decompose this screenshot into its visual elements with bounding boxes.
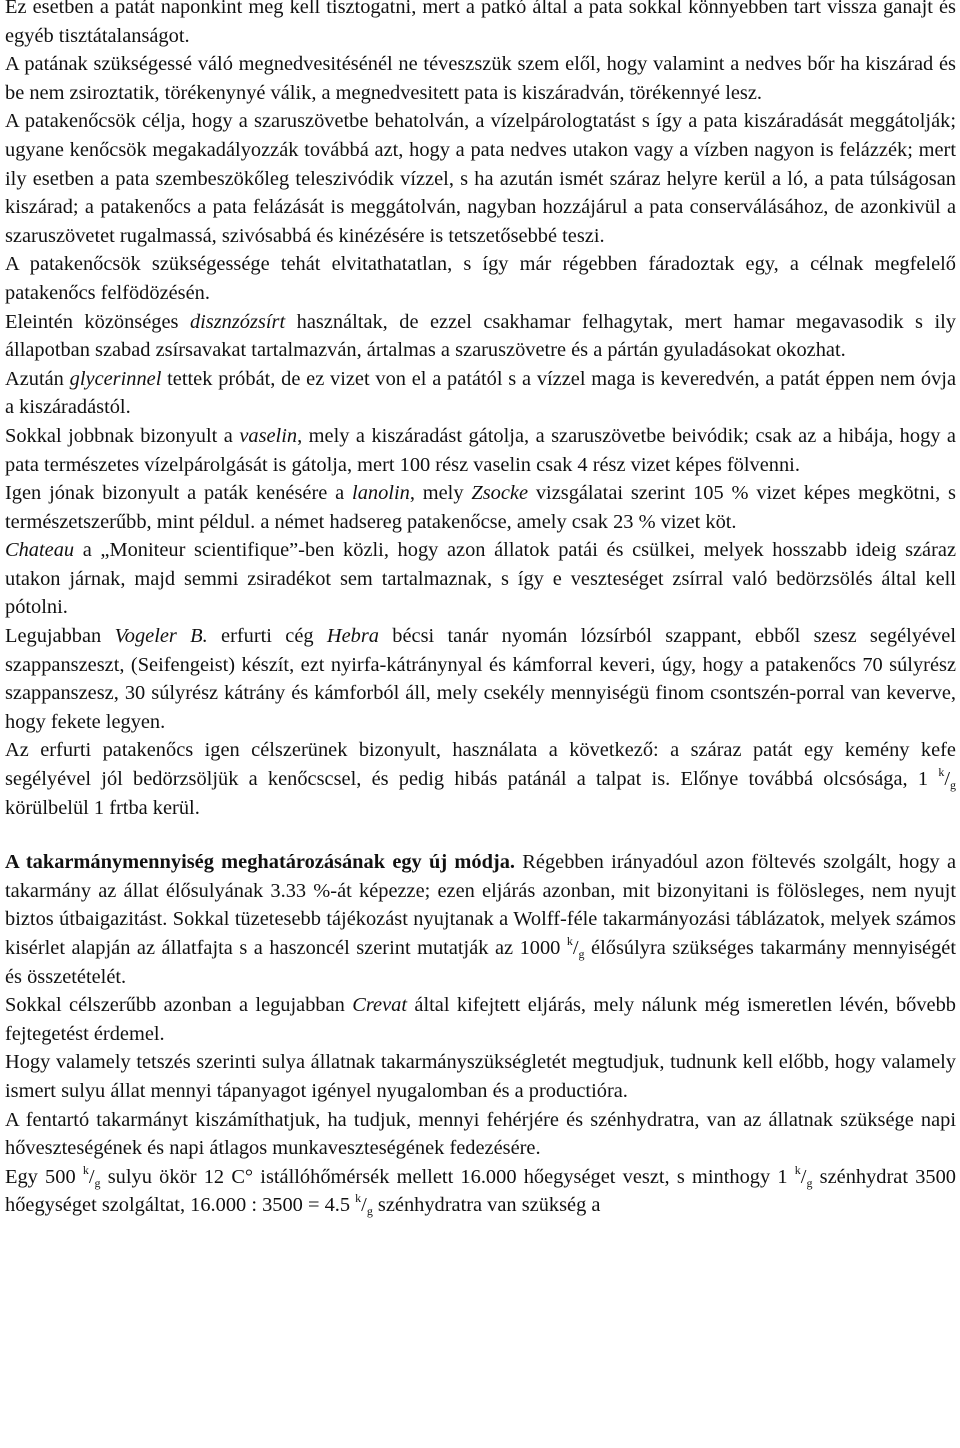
fraction-numerator: k [82, 1162, 89, 1177]
unit-fraction: $^k/_g$ [938, 765, 956, 793]
fraction-numerator: k [355, 1191, 362, 1206]
text-run: vizsgálatai szerint 105 % vizet képes megkötni, s természetszerűbb, mint példul. a német hadsereg patakenőcse, amely csak 23 % vizet köt. [5, 482, 956, 533]
text-run: Sokkal jobbnak bizonyult a [5, 424, 240, 447]
text-run: által kifejtett eljárás, mely nálunk még ismeretlen lévén, bővebb fejtegetést érdemel. [5, 994, 957, 1045]
fraction-numerator: k [938, 765, 945, 780]
text-run: Az erfurti patakenőcs igen célszerünek bizonyult, használata a következő: a száraz patát egy kemény kefe segélyével jól bedörzsöljük a kenőcscsel, és pedig hibás patánál a talpat is. Előnye továbbá olcsósága, 1 [5, 739, 956, 791]
unit-fraction: $^k/_g$ [794, 1162, 813, 1190]
paragraph [5, 991, 956, 1048]
fraction-denominator: g [950, 778, 956, 793]
text-run: tettek próbát, de ez vizet von el a patától s a vízzel maga is keveredvén, a patát éppen nem óvja a kiszáradástól. [5, 367, 956, 419]
text-run: Eleintén közönséges [5, 310, 190, 333]
text-run: sulyu ökör 12 C° istállóhőmérsék mellett 16.000 hőegységet veszt, s minthogy 1 [100, 1165, 795, 1188]
italic-name: Chateau [5, 539, 75, 562]
section-heading: A takarmánymennyiség meghatározásának egy új módja. [5, 851, 516, 874]
italic-name: Crevat [352, 994, 408, 1017]
text-run: szénhydrat 3500 hőegységet szolgáltat, 16.000 : 3500 = 4.5 [5, 1165, 956, 1217]
paragraph: Ez esetben a patát naponkint meg kell tisztogatni, mert a patkó által a pata sokkal könnyebben tart vissza ganajt és egyéb tisztátalanságot. [5, 0, 956, 47]
text-run: élősúlyra szükséges takarmány mennyiségét és összetételét. [5, 937, 956, 988]
italic-term: vaselin [239, 424, 298, 447]
text-run: használtak, de ezzel csakhamar felhagytak, mert hamar megavasodik s ily állapotban szabad zsírsavakat tartalmazván, ártalmas a szaruszövetre és a pártán gyuladásokat okozhat. [5, 310, 957, 362]
text-run: bécsi tanár nyomán lózsírból szappant, ebből szesz segélyével szappanszeszt, (Seifengeist) készít, ezt nyirfa-kátránynyal és kámforral keveri, úgy, hogy a patakenőcs 70 súlyrész szappanszesz, 30 súlyrész kátrány és kámforból áll, mely csekély mennyiségü finom csontszén-porral van keverve, hogy fekete legyen. [5, 625, 956, 733]
italic-name: Vogeler B. [114, 625, 208, 648]
fraction-numerator: k [794, 1162, 801, 1177]
text-run: a „Moniteur scientifique”-ben közli, hogy azon állatok patái és csülkei, melyek hosszabb ideig száraz utakon járnak, majd semmi zsiradékot sem tartalmaznak, s így e veszteséget zsírral való bedörzsölés által kell pótolni. [5, 539, 956, 619]
paragraph [5, 422, 956, 479]
paragraph: A fentartó takarmányt kiszámíthatjuk, ha tudjuk, mennyi fehérjére és szénhydratra, van az állatnak szüksége napi hőveszteségének és napi átlagos munkaveszteségének fedezésére. [5, 1108, 956, 1160]
fraction-denominator: g [578, 947, 585, 961]
text-run: Azután [5, 367, 70, 390]
fraction-denominator: g [94, 1175, 101, 1190]
text-run: erfurti cég [207, 625, 327, 648]
section-gap [5, 822, 956, 848]
paragraph: A patakenőcsök célja, hogy a szaruszövetbe behatolván, a vízelpárologtatást s így a pata kiszáradását meggátolják; ugyane kenőcsök megakadályozzák továbbá azt, hogy a pata nedves utakon vagy a vízben nagyon is felázzék; mert ily esetben a pata szembeszökőleg teleszivódik vízzel, s ha azután ismét száraz helyre kerül a ló, a pata túlságosan kiszárad; a patakenőcs a pata felázását is meggátolván, nagyban hozzájárul a pata conserválásához, de azonkivül a szaruszövetet rugalmassá, szivósabbá és kinézésére is tetszetősebbé teszi. [5, 110, 956, 247]
text-run: Legujabban [5, 625, 115, 648]
unit-fraction: $^k/_g$ [566, 934, 585, 961]
italic-term: lanolin [352, 482, 410, 505]
paragraph [5, 308, 956, 365]
text-run: , mely [409, 482, 472, 505]
paragraph: A patakenőcsök szükségessége tehát elvitathatatlan, s így már régebben fáradoztak egy, a célnak megfelelő patakenőcs felfödözésén. [5, 253, 956, 304]
paragraph: A patának szükségessé váló megnedvesitésénél ne téveszszük szem elől, hogy valamint a nedves bőr ha kiszárad és be nem zsiroztatik, törékenynyé válik, a megnedvesitett pata is kiszáradván, törékennyé lesz. [5, 53, 956, 104]
italic-name: Zsocke [471, 482, 528, 505]
paragraph [5, 479, 956, 536]
paragraph [5, 1163, 956, 1220]
italic-name: Hebra [326, 625, 379, 648]
text-run: körülbelül 1 frtba kerül. [5, 796, 200, 819]
fraction-denominator: g [366, 1204, 373, 1219]
paragraph [5, 622, 956, 736]
text-run: szénhydratra van szükség a [372, 1194, 601, 1217]
unit-fraction: $^k/_g$ [355, 1191, 373, 1219]
text-run: Egy 500 [5, 1165, 83, 1188]
paragraph [5, 365, 956, 422]
paragraph [5, 848, 956, 991]
fraction-numerator: k [566, 934, 573, 948]
italic-term: disznzózsírt [189, 310, 286, 333]
paragraph: Hogy valamely tetszés szerinti sulya állatnak takarmányszükségletét megtudjuk, tudnunk kell előbb, hogy valamely ismert sulyu állat mennyi tápanyagot igényel nyugalomban és a productióra. [5, 1051, 956, 1102]
paragraph [5, 536, 956, 622]
fraction-denominator: g [806, 1175, 813, 1190]
text-run: Sokkal célszerűbb azonban a legujabban [5, 994, 353, 1017]
unit-fraction: $^k/_g$ [82, 1162, 101, 1190]
italic-term: glycerinnel [69, 367, 162, 390]
paragraph [5, 736, 956, 822]
text-run: Régebben irányadóul azon föltevés szolgált, hogy a takarmány az állat élősulyának 3.33 %-át képezze; ezen eljárás azonban, mit bizonyitani is fölösleges, nem nyujt biztos útbaigazitást. Sokkal tüzetesebb tájékozást nyujtanak a Wolff-féle takarmányozási táblázatok, melyek számos kisérlet alapján az állatfajta s a haszoncél szerint mutatják az 1000 [5, 851, 956, 959]
text-run: , mely a kiszáradást gátolja, a szaruszövetbe beivódik; csak az a hibája, hogy a pata természetes vízelpárolgását is gátolja, mert 100 rész vaselin csak 4 rész vizet képes fölvenni. [5, 424, 956, 476]
text-run: Igen jónak bizonyult a paták kenésére a [5, 482, 353, 505]
